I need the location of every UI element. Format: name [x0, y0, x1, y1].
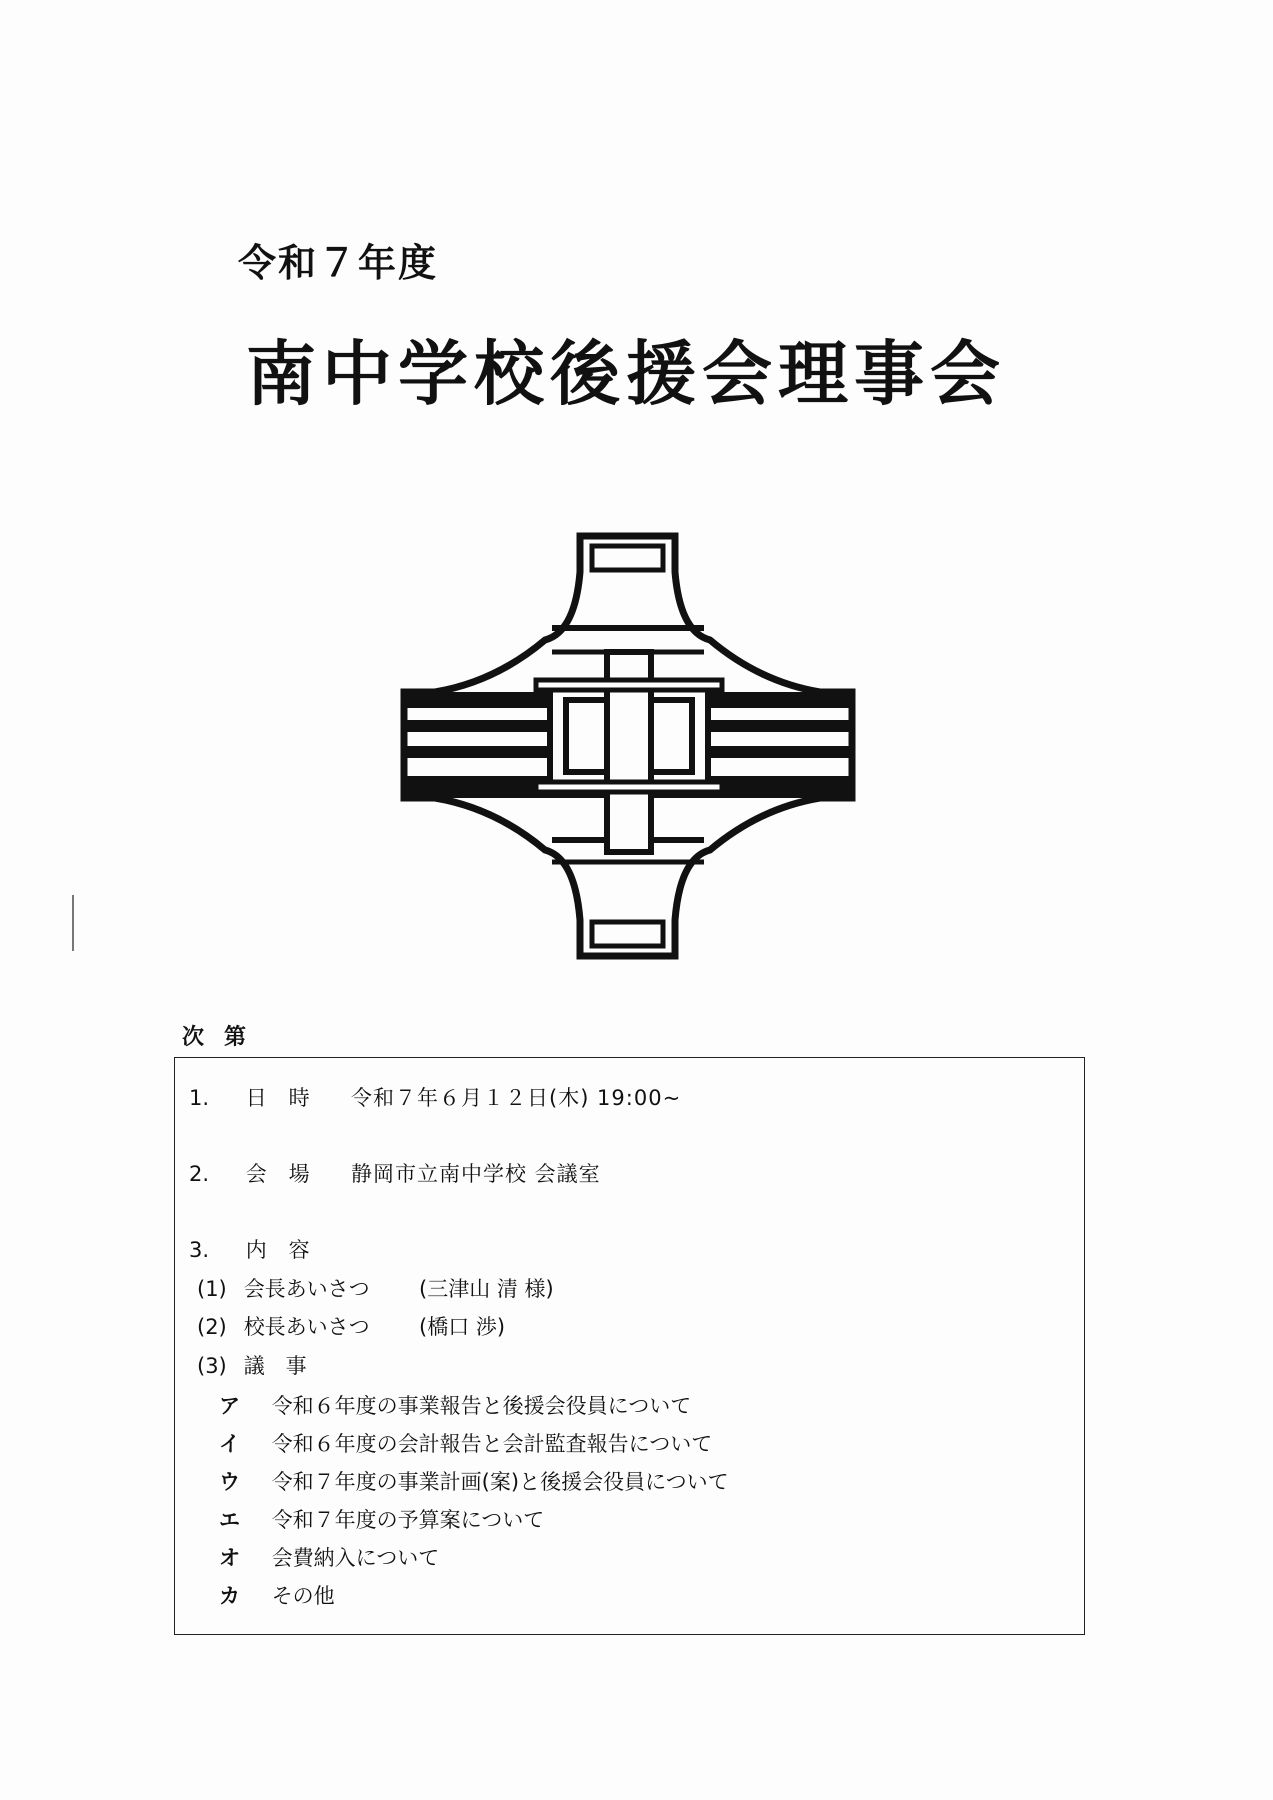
- agenda-item-mark: エ: [219, 1508, 240, 1532]
- agenda-item: [219, 1542, 439, 1572]
- agenda-item-text: 会費納入について: [271, 1546, 440, 1570]
- agenda-line-venue: [189, 1158, 601, 1188]
- sub-item: [197, 1273, 554, 1303]
- agenda-item: [219, 1466, 729, 1496]
- agenda-item-mark: ア: [219, 1394, 240, 1418]
- agenda-item-mark: カ: [219, 1584, 240, 1608]
- sub-item-note: (三津山 清 様): [419, 1277, 554, 1301]
- item-label: 日時: [245, 1086, 332, 1110]
- agenda-item-text: 令和６年度の事業報告と後援会役員について: [271, 1394, 692, 1418]
- main-title: 南中学校後援会理事会: [246, 333, 1006, 415]
- sub-item-number: (1): [197, 1277, 227, 1301]
- sub-item-number: (3): [197, 1354, 227, 1378]
- agenda-item-mark: オ: [219, 1546, 240, 1570]
- item-number: 3.: [189, 1238, 210, 1262]
- sub-item-text: 会長あいさつ: [243, 1277, 370, 1301]
- agenda-line-content: [189, 1234, 332, 1264]
- agenda-item-text: 令和７年度の事業計画(案)と後援会役員について: [271, 1470, 729, 1494]
- sub-item: [197, 1311, 506, 1341]
- datetime-value: 令和７年６月１２日(木) 19:00~: [351, 1086, 682, 1110]
- item-label: 内容: [245, 1238, 332, 1262]
- venue-value: 静岡市立南中学校 会議室: [351, 1162, 601, 1186]
- item-number: 2.: [189, 1162, 210, 1186]
- agenda-box: [174, 1057, 1085, 1635]
- agenda-item-mark: イ: [219, 1432, 240, 1456]
- item-label: 会場: [245, 1162, 332, 1186]
- agenda-item-mark: ウ: [219, 1470, 240, 1494]
- agenda-item: [219, 1428, 712, 1458]
- sub-item-text: 校長あいさつ: [243, 1315, 370, 1339]
- agenda-line-datetime: [189, 1082, 682, 1112]
- agenda-item-text: 令和７年度の予算案について: [271, 1508, 545, 1532]
- agenda-item: [219, 1390, 691, 1420]
- agenda-item-text: 令和６年度の会計報告と会計監査報告について: [271, 1432, 713, 1456]
- item-number: 1.: [189, 1086, 210, 1110]
- agenda-item: [219, 1504, 544, 1534]
- year-title: 令和７年度: [238, 241, 439, 285]
- school-emblem-icon: [400, 532, 858, 960]
- agenda-item-text: その他: [271, 1584, 335, 1608]
- sub-item-note: (橋口 渉): [419, 1315, 506, 1339]
- scan-artifact-line: [72, 895, 74, 951]
- agenda-item: [219, 1580, 335, 1610]
- sub-item-text: 議 事: [243, 1354, 307, 1378]
- sub-item-number: (2): [197, 1315, 227, 1339]
- agenda-heading: 次第: [182, 1025, 267, 1050]
- sub-item: [197, 1350, 307, 1380]
